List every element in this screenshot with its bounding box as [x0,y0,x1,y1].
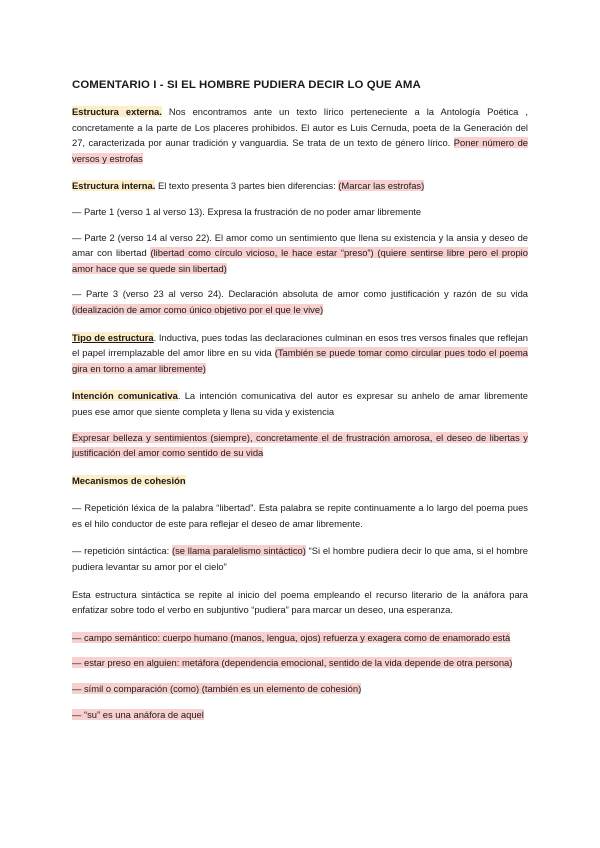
campo-semantico-paragraph [72,630,528,646]
tipo-estructura-paragraph [72,330,528,377]
repeticion-sintactica-note: (se llama paralelismo sintáctico) [172,545,306,557]
mecanismos-heading: Mecanismos de cohesión [72,474,186,486]
estructura-interna-paragraph [72,178,528,194]
estructura-interna-text: El texto presenta 3 partes bien diferencias: [155,180,339,192]
tipo-estructura-note: (También se puede tomar como circular pues todo el poema gira en torno a amar libremente) [72,347,528,374]
intencion-text: . La intención comunicativa del autor es expresar su anhelo de amar libremente pues ese amor que siente completa y llena su vida y existencia [72,390,528,417]
estructura-externa-text: Nos encontramos ante un texto lírico perteneciente a la Antología Poética , concretamente a la parte de Los placeres prohibidos. El autor es Luis Cernuda, poeta de la Generación del 27, caracterizada por aunar tradición y vanguardia. Se trata de un texto de género lírico. [72,106,529,149]
parte-3-text: — Parte 3 (verso 23 al verso 24). Declaración absoluta de amor como justificación y razón de su vida [72,288,528,300]
intencion-paragraph [72,388,528,419]
parte-2-note: (libertad como círculo vicioso, le hace estar “preso”) (quiere sentirse libre pero el propio amor hace que se quede sin libertad) [72,247,528,274]
repeticion-sintactica-text: — repetición sintáctica: [72,545,172,557]
parte-1-paragraph: — Parte 1 (verso 1 al verso 13). Expresa la frustración de no poder amar libremente [72,205,422,217]
repeticion-sintactica-quote: “Si el hombre pudiera decir lo que ama, si el hombre pudiera levantar su amor por el cielo” [72,545,528,573]
expresar-text: Expresar belleza y sentimientos (siempre), concretamente el de frustración amorosa, el deseo de libertas y justificación del amor como sentido de su vida [72,431,528,459]
estar-preso-paragraph [72,655,528,671]
estructura-externa-paragraph [72,104,528,166]
anafora-su-paragraph [72,707,528,723]
campo-semantico-text: — campo semántico: cuerpo humano (manos, lengua, ojos) refuerza y exagera como de enamorado está [72,631,511,643]
estructura-interna-heading: Estructura interna. [72,180,156,192]
anafora-su-text: — “su” es una anáfora de aquel [72,708,204,720]
parte-3-paragraph [72,286,528,317]
estructura-externa-note: Poner número de versos y estrofas [72,137,528,164]
estructura-interna-note: (Marcar las estrofas) [338,180,425,192]
simil-paragraph [72,681,528,697]
estructura-externa-heading: Estructura externa. [72,106,162,117]
parte-3-note: (idealización de amor como único objetivo por el que le vive) [72,303,324,315]
parte-2-paragraph [72,230,528,277]
parte-2-text: — Parte 2 (verso 14 al verso 22). El amor como un sentimiento que llena su existencia y la ansia y deseo de amar con libertad [72,231,528,259]
tipo-estructura-text: . Inductiva, pues todas las declaraciones culminan en esos tres versos finales que reflejan el papel irremplazable del amor libre en su vida [72,331,528,359]
expresar-paragraph [72,430,528,461]
mecanismos-paragraph [72,473,528,489]
repeticion-lexica-paragraph: — Repetición léxica de la palabra “libertad”. Esta palabra se repite continuamente a lo largo del poema pues es el hilo conductor de este para reflejar el deseo de amar libremente. [72,502,528,529]
tipo-estructura-heading: Tipo de estructura [72,331,154,343]
page-title: COMENTARIO I - SI EL HOMBRE PUDIERA DECIR LO QUE AMA [72,79,421,91]
estructura-sintactica-paragraph: Esta estructura sintáctica se repite al inicio del poema empleando el recurso literario de la anáfora para enfatizar sobre todo el verbo en subjuntivo “pudiera” para marcar un deseo, una esperanza. [72,588,528,616]
simil-text: — símil o comparación (como) (también es un elemento de cohesión) [72,683,362,695]
repeticion-sintactica-paragraph [72,543,528,574]
estar-preso-text: — estar preso en alguien: metáfora (dependencia emocional, sentido de la vida depende de otra persona) [72,657,513,669]
intencion-heading: Intención comunicativa [72,390,178,402]
